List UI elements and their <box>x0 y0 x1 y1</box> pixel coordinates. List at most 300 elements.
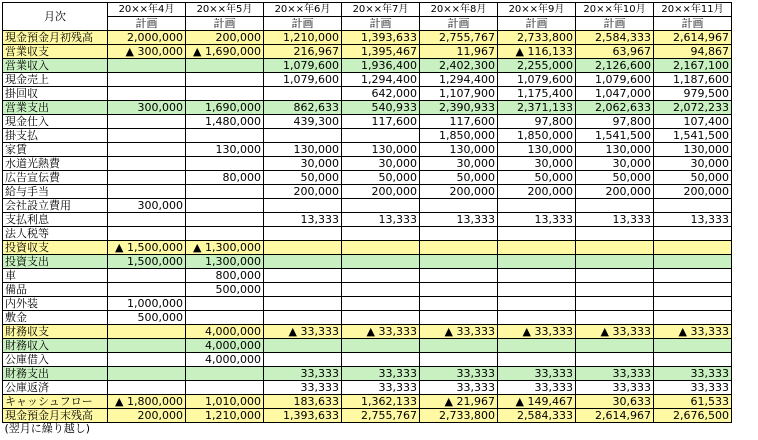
value-cell: 130,000 <box>186 143 264 157</box>
row-label: 現金売上 <box>3 73 108 87</box>
value-cell: ▲ 1,690,000 <box>186 45 264 59</box>
value-cell: 1,079,600 <box>576 73 654 87</box>
value-cell: 30,000 <box>498 157 576 171</box>
value-cell <box>108 157 186 171</box>
value-cell: 1,210,000 <box>186 409 264 423</box>
value-cell: 2,167,100 <box>654 59 732 73</box>
value-cell: 1,079,600 <box>264 59 342 73</box>
value-cell <box>108 381 186 395</box>
table-row <box>3 325 732 339</box>
value-cell: 30,000 <box>342 157 420 171</box>
value-cell <box>186 311 264 325</box>
value-cell <box>654 199 732 213</box>
table-row <box>3 367 732 381</box>
value-cell <box>186 59 264 73</box>
value-cell <box>108 87 186 101</box>
value-cell <box>342 269 420 283</box>
value-cell: 50,000 <box>420 171 498 185</box>
row-label: 現金預金月末残高 <box>3 409 108 423</box>
value-cell <box>264 339 342 353</box>
value-cell: 200,000 <box>498 185 576 199</box>
value-cell: 800,000 <box>186 269 264 283</box>
value-cell: 540,933 <box>342 101 420 115</box>
month-header: 20××年5月 <box>186 3 264 17</box>
value-cell: 50,000 <box>264 171 342 185</box>
row-label: 投資支出 <box>3 255 108 269</box>
value-cell: 439,300 <box>264 115 342 129</box>
value-cell <box>108 213 186 227</box>
value-cell: 1,294,400 <box>420 73 498 87</box>
value-cell: ▲ 33,333 <box>498 325 576 339</box>
value-cell: 2,584,333 <box>498 409 576 423</box>
table-row <box>3 143 732 157</box>
table-row <box>3 395 732 409</box>
value-cell: 1,850,000 <box>420 129 498 143</box>
table-row <box>3 129 732 143</box>
value-cell <box>498 255 576 269</box>
row-label: 営業収入 <box>3 59 108 73</box>
value-cell: 97,800 <box>576 115 654 129</box>
value-cell <box>498 269 576 283</box>
value-cell <box>654 339 732 353</box>
month-header: 20××年8月 <box>420 3 498 17</box>
table-row <box>3 339 732 353</box>
plan-header-row <box>3 17 732 31</box>
value-cell <box>576 255 654 269</box>
value-cell <box>498 353 576 367</box>
value-cell: 300,000 <box>108 199 186 213</box>
value-cell <box>108 73 186 87</box>
value-cell: 1,210,000 <box>264 31 342 45</box>
value-cell: 30,000 <box>264 157 342 171</box>
value-cell: 30,633 <box>576 395 654 409</box>
month-header: 20××年11月 <box>654 3 732 17</box>
value-cell: 13,333 <box>576 213 654 227</box>
value-cell: 2,733,800 <box>420 409 498 423</box>
value-cell: 33,333 <box>576 367 654 381</box>
value-cell: 1,541,500 <box>576 129 654 143</box>
table-row <box>3 45 732 59</box>
value-cell <box>654 255 732 269</box>
value-cell: 33,333 <box>498 381 576 395</box>
value-cell: 200,000 <box>186 31 264 45</box>
value-cell: 33,333 <box>420 367 498 381</box>
value-cell <box>420 227 498 241</box>
value-cell: 1,690,000 <box>186 101 264 115</box>
value-cell: 50,000 <box>576 171 654 185</box>
value-cell: 33,333 <box>420 381 498 395</box>
table-row <box>3 199 732 213</box>
row-label: 営業収支 <box>3 45 108 59</box>
month-header-row <box>3 3 732 17</box>
row-label: 家賃 <box>3 143 108 157</box>
value-cell <box>654 311 732 325</box>
value-cell: 1,395,467 <box>342 45 420 59</box>
value-cell <box>108 339 186 353</box>
row-label: 備品 <box>3 283 108 297</box>
value-cell <box>108 59 186 73</box>
value-cell: 2,390,933 <box>420 101 498 115</box>
table-row <box>3 31 732 45</box>
row-label: 車 <box>3 269 108 283</box>
value-cell: 1,393,633 <box>342 31 420 45</box>
value-cell: 30,000 <box>420 157 498 171</box>
value-cell <box>420 241 498 255</box>
value-cell <box>108 367 186 381</box>
value-cell: 33,333 <box>654 381 732 395</box>
table-row <box>3 227 732 241</box>
row-label: 敷金 <box>3 311 108 325</box>
value-cell <box>576 339 654 353</box>
value-cell <box>342 199 420 213</box>
value-cell: ▲ 21,967 <box>420 395 498 409</box>
row-label: 公庫借入 <box>3 353 108 367</box>
month-header: 20××年9月 <box>498 3 576 17</box>
value-cell: 4,000,000 <box>186 339 264 353</box>
table-row <box>3 353 732 367</box>
value-cell: 1,541,500 <box>654 129 732 143</box>
value-cell: 130,000 <box>654 143 732 157</box>
value-cell: 2,755,767 <box>420 31 498 45</box>
table-row <box>3 381 732 395</box>
value-cell <box>186 213 264 227</box>
value-cell <box>342 353 420 367</box>
value-cell <box>186 129 264 143</box>
value-cell: 80,000 <box>186 171 264 185</box>
value-cell <box>654 353 732 367</box>
value-cell: 1,079,600 <box>264 73 342 87</box>
row-label: 支払利息 <box>3 213 108 227</box>
plan-label: 計画 <box>576 17 654 31</box>
value-cell <box>108 325 186 339</box>
row-label: 現金仕入 <box>3 115 108 129</box>
value-cell: 862,633 <box>264 101 342 115</box>
row-label: 内外装 <box>3 297 108 311</box>
row-label: 広告宣伝費 <box>3 171 108 185</box>
value-cell: ▲ 300,000 <box>108 45 186 59</box>
value-cell: 130,000 <box>264 143 342 157</box>
row-label: 現金預金月初残高 <box>3 31 108 45</box>
table-row <box>3 311 732 325</box>
value-cell: 2,062,633 <box>576 101 654 115</box>
value-cell <box>576 311 654 325</box>
value-cell <box>342 129 420 143</box>
value-cell <box>186 73 264 87</box>
value-cell <box>654 227 732 241</box>
value-cell: 1,393,633 <box>264 409 342 423</box>
value-cell <box>654 283 732 297</box>
value-cell <box>654 241 732 255</box>
row-label: 財務収支 <box>3 325 108 339</box>
table-row <box>3 185 732 199</box>
value-cell <box>498 297 576 311</box>
value-cell: 2,000,000 <box>108 31 186 45</box>
plan-label: 計画 <box>108 17 186 31</box>
value-cell: 979,500 <box>654 87 732 101</box>
value-cell <box>576 297 654 311</box>
value-cell: 1,294,400 <box>342 73 420 87</box>
value-cell <box>498 339 576 353</box>
value-cell: 13,333 <box>654 213 732 227</box>
row-label: 営業支出 <box>3 101 108 115</box>
value-cell: 2,584,333 <box>576 31 654 45</box>
value-cell: ▲ 33,333 <box>420 325 498 339</box>
row-label: 水道光熱費 <box>3 157 108 171</box>
table-row <box>3 101 732 115</box>
corner-label: 月次 <box>3 3 108 31</box>
value-cell: 4,000,000 <box>186 325 264 339</box>
value-cell: 33,333 <box>498 367 576 381</box>
plan-label: 計画 <box>498 17 576 31</box>
value-cell <box>420 339 498 353</box>
value-cell: 130,000 <box>498 143 576 157</box>
row-label: 公庫返済 <box>3 381 108 395</box>
value-cell: 500,000 <box>108 311 186 325</box>
plan-label: 計画 <box>420 17 498 31</box>
value-cell: ▲ 33,333 <box>342 325 420 339</box>
value-cell: 107,400 <box>654 115 732 129</box>
table-row <box>3 241 732 255</box>
value-cell <box>108 115 186 129</box>
value-cell <box>108 171 186 185</box>
value-cell: 2,755,767 <box>342 409 420 423</box>
value-cell: 11,967 <box>420 45 498 59</box>
value-cell: 130,000 <box>576 143 654 157</box>
value-cell <box>576 199 654 213</box>
value-cell <box>264 227 342 241</box>
footnote-row <box>3 423 732 436</box>
value-cell <box>342 255 420 269</box>
value-cell: ▲ 1,500,000 <box>108 241 186 255</box>
value-cell <box>342 227 420 241</box>
plan-label: 計画 <box>264 17 342 31</box>
value-cell <box>186 185 264 199</box>
value-cell <box>186 227 264 241</box>
row-label: 財務収入 <box>3 339 108 353</box>
value-cell <box>264 353 342 367</box>
value-cell <box>576 283 654 297</box>
value-cell: 1,362,133 <box>342 395 420 409</box>
plan-label: 計画 <box>342 17 420 31</box>
value-cell: 117,600 <box>342 115 420 129</box>
value-cell <box>420 269 498 283</box>
value-cell <box>420 199 498 213</box>
value-cell: 33,333 <box>342 381 420 395</box>
value-cell <box>264 255 342 269</box>
value-cell: 1,047,000 <box>576 87 654 101</box>
value-cell: 2,072,233 <box>654 101 732 115</box>
table-row <box>3 171 732 185</box>
value-cell: 13,333 <box>264 213 342 227</box>
value-cell <box>108 129 186 143</box>
value-cell <box>264 269 342 283</box>
table-row <box>3 409 732 423</box>
value-cell <box>264 241 342 255</box>
row-label: 財務支出 <box>3 367 108 381</box>
value-cell: 2,126,600 <box>576 59 654 73</box>
value-cell: ▲ 149,467 <box>498 395 576 409</box>
value-cell <box>264 297 342 311</box>
value-cell: 200,000 <box>264 185 342 199</box>
value-cell <box>420 297 498 311</box>
value-cell: 1,175,400 <box>498 87 576 101</box>
value-cell: 500,000 <box>186 283 264 297</box>
value-cell: ▲ 33,333 <box>576 325 654 339</box>
value-cell: 1,187,600 <box>654 73 732 87</box>
value-cell: 4,000,000 <box>186 353 264 367</box>
value-cell <box>108 143 186 157</box>
value-cell: 13,333 <box>342 213 420 227</box>
month-header: 20××年4月 <box>108 3 186 17</box>
value-cell <box>576 269 654 283</box>
value-cell: 33,333 <box>264 381 342 395</box>
value-cell <box>108 283 186 297</box>
value-cell <box>654 297 732 311</box>
value-cell: 1,010,000 <box>186 395 264 409</box>
value-cell: 200,000 <box>108 409 186 423</box>
value-cell: 642,000 <box>342 87 420 101</box>
value-cell <box>498 283 576 297</box>
value-cell: 50,000 <box>654 171 732 185</box>
table-row <box>3 269 732 283</box>
plan-label: 計画 <box>654 17 732 31</box>
value-cell: 1,300,000 <box>186 255 264 269</box>
value-cell: 63,967 <box>576 45 654 59</box>
value-cell: 216,967 <box>264 45 342 59</box>
table-row <box>3 157 732 171</box>
row-label: 掛支払 <box>3 129 108 143</box>
month-header: 20××年7月 <box>342 3 420 17</box>
value-cell: 2,402,300 <box>420 59 498 73</box>
value-cell: 13,333 <box>420 213 498 227</box>
value-cell <box>498 311 576 325</box>
value-cell: 30,000 <box>576 157 654 171</box>
value-cell: 2,614,967 <box>576 409 654 423</box>
value-cell <box>342 241 420 255</box>
value-cell <box>420 283 498 297</box>
value-cell: 200,000 <box>420 185 498 199</box>
value-cell: 1,480,000 <box>186 115 264 129</box>
value-cell <box>342 297 420 311</box>
value-cell: 130,000 <box>420 143 498 157</box>
footnote: (翌月に繰り越し) <box>4 422 91 435</box>
month-header: 20××年6月 <box>264 3 342 17</box>
value-cell: 2,733,800 <box>498 31 576 45</box>
value-cell <box>498 199 576 213</box>
value-cell <box>108 353 186 367</box>
row-label: 掛回収 <box>3 87 108 101</box>
row-label: キャッシュフロー <box>3 395 108 409</box>
value-cell <box>498 227 576 241</box>
value-cell <box>108 269 186 283</box>
value-cell <box>264 87 342 101</box>
value-cell <box>420 311 498 325</box>
value-cell: ▲ 1,800,000 <box>108 395 186 409</box>
value-cell: ▲ 33,333 <box>654 325 732 339</box>
value-cell: 1,000,000 <box>108 297 186 311</box>
row-label: 法人税等 <box>3 227 108 241</box>
value-cell: 200,000 <box>342 185 420 199</box>
value-cell: 183,633 <box>264 395 342 409</box>
value-cell: 300,000 <box>108 101 186 115</box>
value-cell <box>264 129 342 143</box>
value-cell <box>186 157 264 171</box>
value-cell: ▲ 116,133 <box>498 45 576 59</box>
value-cell: 2,614,967 <box>654 31 732 45</box>
value-cell <box>186 87 264 101</box>
value-cell: 2,676,500 <box>654 409 732 423</box>
value-cell: 50,000 <box>342 171 420 185</box>
row-label: 投資収支 <box>3 241 108 255</box>
value-cell <box>342 339 420 353</box>
value-cell <box>186 381 264 395</box>
value-cell: 30,000 <box>654 157 732 171</box>
value-cell: 2,255,000 <box>498 59 576 73</box>
table-row <box>3 255 732 269</box>
value-cell: 50,000 <box>498 171 576 185</box>
value-cell: 130,000 <box>342 143 420 157</box>
value-cell: 1,079,600 <box>498 73 576 87</box>
value-cell <box>498 241 576 255</box>
value-cell: 117,600 <box>420 115 498 129</box>
value-cell <box>186 297 264 311</box>
value-cell <box>654 269 732 283</box>
table-row <box>3 87 732 101</box>
row-label: 会社設立費用 <box>3 199 108 213</box>
plan-label: 計画 <box>186 17 264 31</box>
value-cell: 61,533 <box>654 395 732 409</box>
cashflow-plan-table <box>2 2 732 435</box>
value-cell <box>576 353 654 367</box>
table-row <box>3 283 732 297</box>
value-cell: ▲ 1,300,000 <box>186 241 264 255</box>
value-cell: 200,000 <box>576 185 654 199</box>
value-cell <box>264 283 342 297</box>
table-row <box>3 297 732 311</box>
value-cell <box>186 199 264 213</box>
value-cell <box>576 241 654 255</box>
value-cell: 200,000 <box>654 185 732 199</box>
value-cell <box>576 227 654 241</box>
value-cell: 13,333 <box>498 213 576 227</box>
value-cell <box>342 283 420 297</box>
value-cell: 2,371,133 <box>498 101 576 115</box>
table-row <box>3 115 732 129</box>
value-cell <box>108 185 186 199</box>
value-cell <box>108 227 186 241</box>
value-cell <box>342 311 420 325</box>
value-cell <box>420 353 498 367</box>
value-cell: 1,107,900 <box>420 87 498 101</box>
table-row <box>3 59 732 73</box>
value-cell: 33,333 <box>264 367 342 381</box>
value-cell <box>420 255 498 269</box>
value-cell: 33,333 <box>342 367 420 381</box>
value-cell: 1,850,000 <box>498 129 576 143</box>
value-cell <box>264 199 342 213</box>
value-cell: 33,333 <box>654 367 732 381</box>
table-row <box>3 213 732 227</box>
value-cell: 1,936,400 <box>342 59 420 73</box>
table-row <box>3 73 732 87</box>
month-header: 20××年10月 <box>576 3 654 17</box>
value-cell <box>186 367 264 381</box>
value-cell: 97,800 <box>498 115 576 129</box>
value-cell <box>264 311 342 325</box>
value-cell: ▲ 33,333 <box>264 325 342 339</box>
value-cell: 94,867 <box>654 45 732 59</box>
value-cell: 33,333 <box>576 381 654 395</box>
